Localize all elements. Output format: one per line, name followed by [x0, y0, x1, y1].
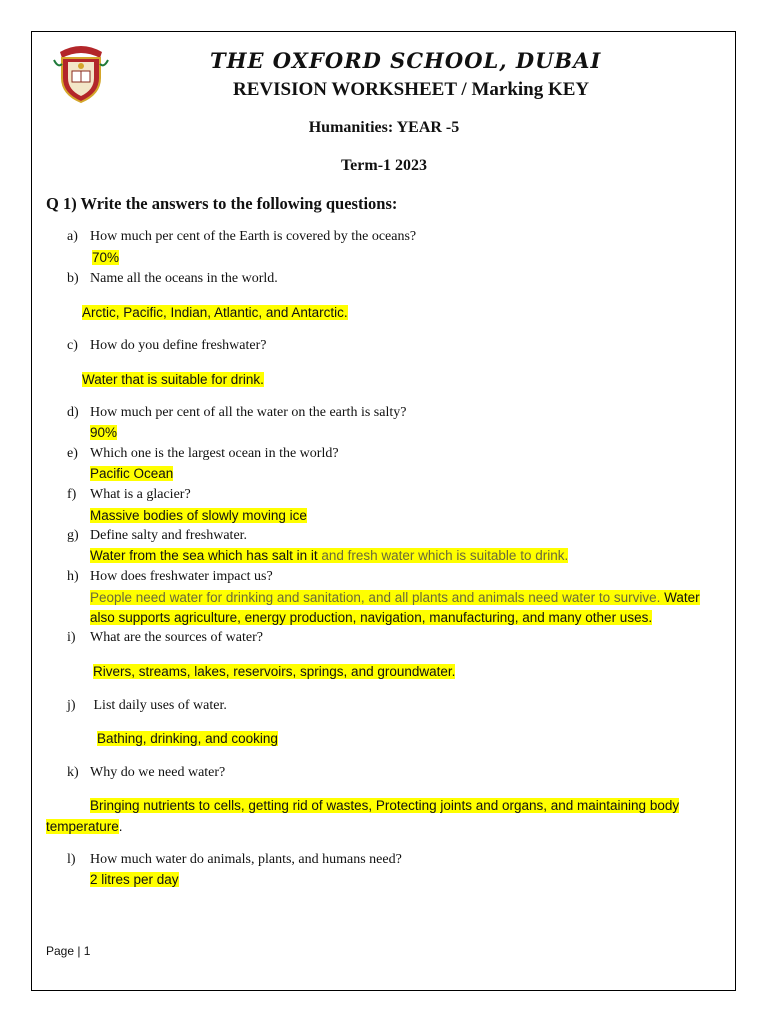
answer: People need water for drinking and sanitation, and all plants and animals need water to survive. Water — [90, 590, 700, 605]
answer: Massive bodies of slowly moving ice — [90, 508, 307, 523]
answer: Bringing nutrients to cells, getting rid of wastes, Protecting joints and organs, and maintaining body — [90, 798, 680, 813]
question-item: b) Name all the oceans in the world. — [67, 271, 278, 286]
answer-continued: temperature. — [46, 819, 123, 834]
term: Term-1 2023 — [340, 157, 428, 174]
school-name: THE OXFORD SCHOOL, DUBAI — [210, 48, 602, 73]
question-item: d) How much per cent of all the water on the earth is salty? — [67, 405, 407, 420]
answer: Water that is suitable for drink. — [82, 372, 264, 387]
question-item: i) What are the sources of water? — [67, 630, 263, 645]
school-crest-logo — [50, 38, 112, 104]
question-item: g) Define salty and freshwater. — [67, 528, 248, 543]
worksheet-title: REVISION WORKSHEET / Marking KEY — [233, 79, 590, 100]
question-item: j) List daily uses of water. — [67, 698, 227, 713]
question-item: f) What is a glacier? — [67, 487, 191, 502]
answer: Rivers, streams, lakes, reservoirs, springs, and groundwater. — [93, 664, 456, 679]
question-item: a) How much per cent of the Earth is covered by the oceans? — [67, 229, 417, 244]
answer: 70% — [92, 250, 120, 265]
page-number: Page | 1 — [46, 944, 91, 958]
question-item: l) How much water do animals, plants, and humans need? — [67, 852, 402, 867]
question-item: h) How does freshwater impact us? — [67, 569, 273, 584]
answer: 90% — [90, 425, 118, 440]
question-heading: Q 1) Write the answers to the following questions: — [46, 194, 398, 213]
question-item: k) Why do we need water? — [67, 765, 226, 780]
question-item: c) How do you define freshwater? — [67, 338, 267, 353]
answer: 2 litres per day — [90, 872, 179, 887]
answer: Water from the sea which has salt in it and fresh water which is suitable to drink. — [90, 548, 569, 563]
answer: Arctic, Pacific, Indian, Atlantic, and Antarctic. — [82, 305, 348, 320]
answer: Pacific Ocean — [90, 466, 174, 481]
subject-year: Humanities: YEAR -5 — [308, 119, 460, 136]
answer: Bathing, drinking, and cooking — [97, 731, 278, 746]
question-item: e) Which one is the largest ocean in the world? — [67, 446, 339, 461]
answer-continued: also supports agriculture, energy production, navigation, manufacturing, and many other uses. — [90, 610, 653, 625]
